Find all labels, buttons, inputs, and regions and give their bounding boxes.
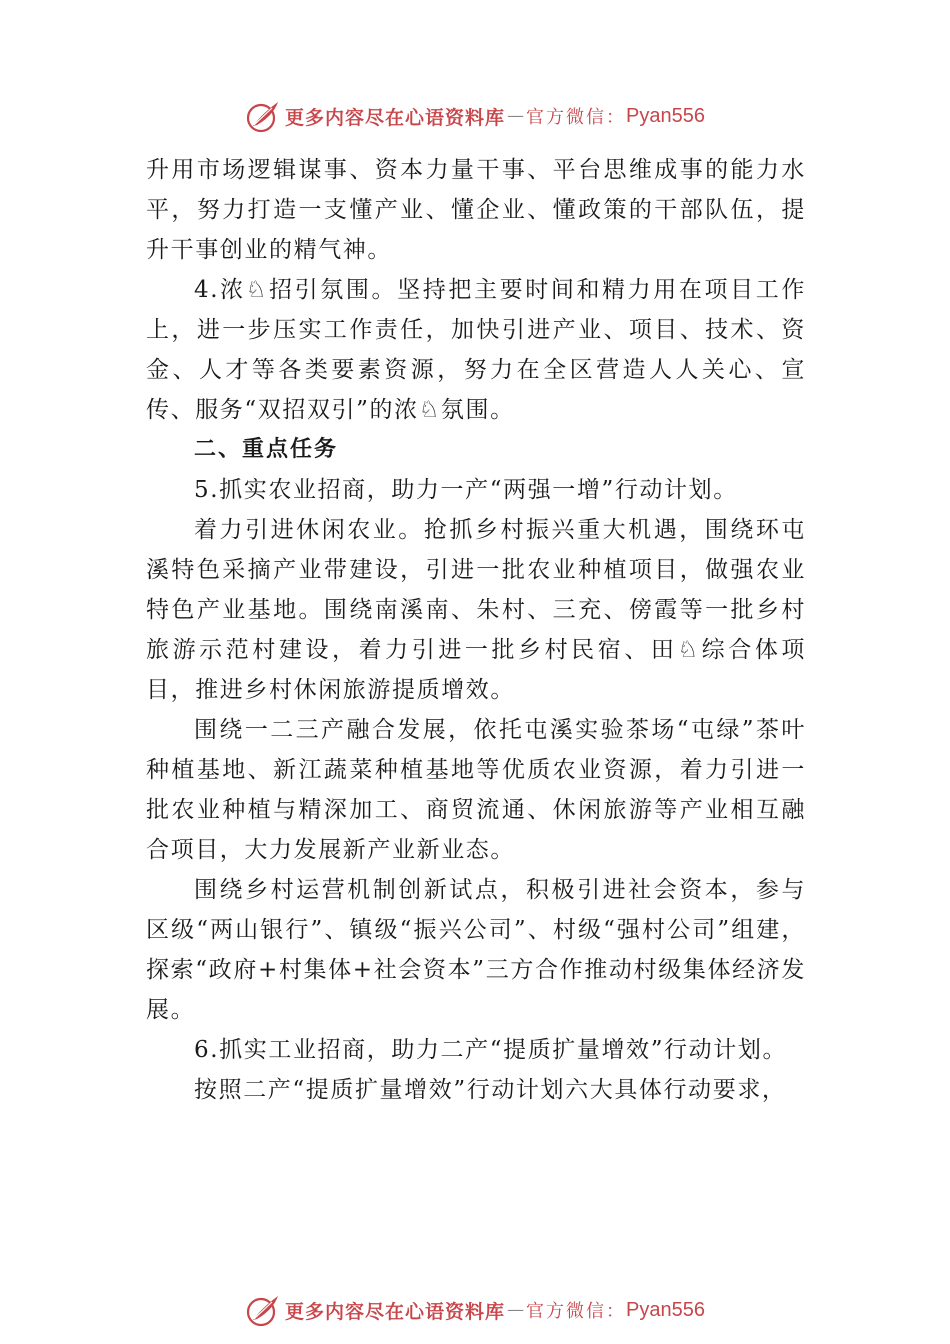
paragraph-item-6: 6.抓实工业招商，助力二产“提质扩量增效”行动计划。	[194, 1037, 788, 1063]
header-wechat-id: Pyan556	[626, 104, 705, 127]
footer-site-text: 更多内容尽在心语资料库	[285, 1300, 506, 1323]
footer-dash: —	[507, 1300, 525, 1320]
header-wechat-label: 官方微信：	[526, 107, 627, 128]
footer-wechat-label: 官方微信：	[526, 1301, 627, 1322]
header-site-text: 更多内容尽在心语资料库	[285, 106, 506, 129]
section-heading: 二、重点任务	[194, 437, 339, 462]
paragraph-item-5: 5.抓实农业招商，助力一产“两强一增”行动计划。	[194, 477, 738, 503]
header-dash: —	[507, 106, 525, 126]
paragraph-industry-integration: 围绕一二三产融合发展，依托屯溪实验茶场“屯绿”茶叶种植基地、新江蔬菜种植基地等优质农业资源，着力引进一批农业种植与精深加工、商贸流通、休闲旅游等产业相互融合项目，大力发展新产业新业态。	[146, 717, 806, 863]
paragraph-secondary-industry: 按照二产“提质扩量增效”行动计划六大具体行动要求，	[194, 1077, 787, 1103]
feather-quill-icon	[245, 1292, 281, 1328]
paragraph-leisure-agriculture: 着力引进休闲农业。抢抓乡村振兴重大机遇，围绕环屯溪特色采摘产业带建设，引进一批农业种植项目，做强农业特色产业基地。围绕南溪南、朱村、三充、傍霞等一批乡村旅游示范村建设，着力引进一批乡村民宿、田♘综合体项目，推进乡村休闲旅游提质增效。	[146, 517, 806, 703]
paragraph-item-4: 4.浓♘招引氛围。坚持把主要时间和精力用在项目工作上，进一步压实工作责任，加快引进产业、项目、技术、资金、人才等各类要素资源，努力在全区营造人人关心、宣传、服务“双招双引”的浓♘氛围。	[146, 277, 806, 423]
footer-banner	[0, 1290, 950, 1330]
footer-wechat-id: Pyan556	[626, 1298, 705, 1321]
document-body	[146, 150, 806, 1110]
paragraph-continuation: 升用市场逻辑谋事、资本力量干事、平台思维成事的能力水平，努力打造一支懂产业、懂企业、懂政策的干部队伍，提升干事创业的精气神。	[146, 157, 806, 263]
feather-quill-icon	[245, 98, 281, 134]
header-banner	[0, 96, 950, 136]
paragraph-rural-operation: 围绕乡村运营机制创新试点，积极引进社会资本，参与区级“两山银行”、镇级“振兴公司”、村级“强村公司”组建，探索“政府+村集体+社会资本”三方合作推动村级集体经济发展。	[146, 877, 806, 1023]
